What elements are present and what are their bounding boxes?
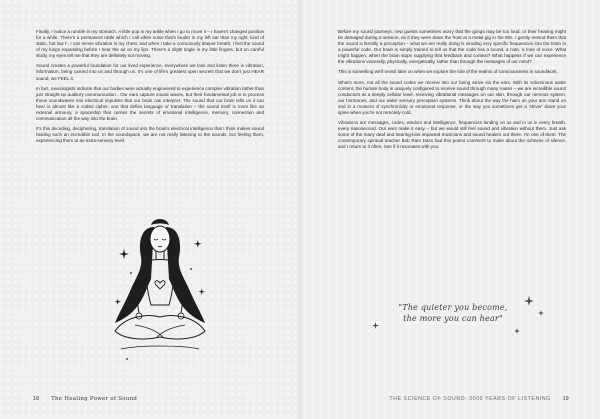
pull-quote bbox=[378, 302, 528, 324]
right-footer bbox=[389, 396, 569, 402]
paragraph: Vibrations are messages, codes, wisdom and intelligence, frequencies landing on us and in us in every breath, every nanosecond. Our ears make it easy – but we would still feel sound and vibration without them. Just ask some of the many deaf and hearing-loss impacted musicians and sound healers out there. I'm one of them. The contemporary spiritual teacher Bob Ram Dass had this potent comment to make about the richness of silence, and I return to it often. See if it resonates with you: bbox=[338, 120, 566, 150]
running-title: The Healing Power of Sound bbox=[51, 396, 138, 402]
right-page bbox=[300, 0, 600, 419]
sparkle-star-icon bbox=[514, 328, 520, 334]
meditating-woman-illustration bbox=[105, 213, 215, 373]
paragraph: It's this decoding, deciphering, translation of sound into the brain's electrical intelligence that I think makes sound healing such an incredible tool. In the soundspace, we are not really listening to the sounds, but feeling them, experiencing them at an extra-sensory level. bbox=[36, 126, 264, 144]
sparkle-star-icon bbox=[524, 296, 534, 306]
paragraph: Finally, I notice a rumble in my stomach. A little pop in my ankle when I go to move it – I haven't changed position for a while. There's a permanent rattle which I call white noise that's louder in my left ear than my right, kind of static, but low f-. I can sense vibration in my chest, and when I take a consciously deeper breath, I feel the sound of my lungs expanding before I hear the air on my lips. There's a slight tingle in my little fingers, but on careful study, my eyes tell me that they are definitely not moving. bbox=[36, 29, 264, 59]
paragraph: Sound creates a powerful foundation for our lived experience, everywhere we look and listen there is vibration, information, being carried into us and through us. It's one of life's greatest open secrets that we don't just HEAR sound, we FEEL it. bbox=[36, 63, 264, 81]
right-body-text bbox=[338, 29, 566, 155]
quote-line: "The quieter you become, bbox=[398, 303, 508, 312]
running-title: THE SCIENCE OF SOUND: 3000 YEARS OF LISTENING bbox=[389, 396, 551, 402]
sparkle-star-icon bbox=[538, 310, 544, 316]
book-gutter bbox=[296, 0, 304, 419]
left-body-text bbox=[36, 29, 264, 149]
page-number: 18 bbox=[33, 396, 40, 402]
page-number: 19 bbox=[562, 396, 569, 402]
sparkle-star-icon bbox=[372, 322, 379, 329]
paragraph: Before my sound journeys, new guests sometimes worry that the gongs may be too loud, or their hearing might be damaged during a session, as if they were down the front at a metal gig in the 90s. I gently remind them that the sound is literally a perception – what we are really doing is sending very specific frequencies into the brain in a powerful code. Our brain is simply trained to tell us that the code has a sound, a note, a tone of voice. What might happen, when the brain stops supplying that feedback and context? What happens if we can experience the vibrations viscerally, physically, energetically, rather than through the messages of our mind? bbox=[338, 29, 566, 65]
quote-line: the more you can hear" bbox=[403, 314, 503, 323]
left-footer bbox=[33, 396, 137, 402]
paragraph: This is something we'll revisit later on when we explore the role of the realms of consciousness in soundwork. bbox=[338, 69, 558, 75]
paragraph: What's more, not all the sound codes we receive into our being arrive via the ears. With its voluminous water content, the human body is uniquely configured to receive sound through many routes – we are incredible sound conductors at a deeply cellular level, receiving vibrational messages on our skin, through our nervous system, our hormones, and our wider sensory perception systems. Think about the way the hairs on your arm stand on end in a moment of synchronicity or emotional response, or the way you sometimes get a 'shiver' down your spine when you're not remotely cold. bbox=[338, 79, 566, 115]
paragraph: In fact, neurologists indicate that our bodies were actually engineered to experience complex vibration rather than just straight-up auditory communication . Our ears capture sound waves, but their fundamental job is to process those soundwaves into electrical impulses that our brain can interpret. The sound that our brain tells us it can hear is almost like a coded cipher, one that defies language or translation – the sound itself is more like an external armoury, a spaceship that carries the secrets of emotional intelligence, memory, connection and communication all the way into the brain. bbox=[36, 85, 264, 121]
